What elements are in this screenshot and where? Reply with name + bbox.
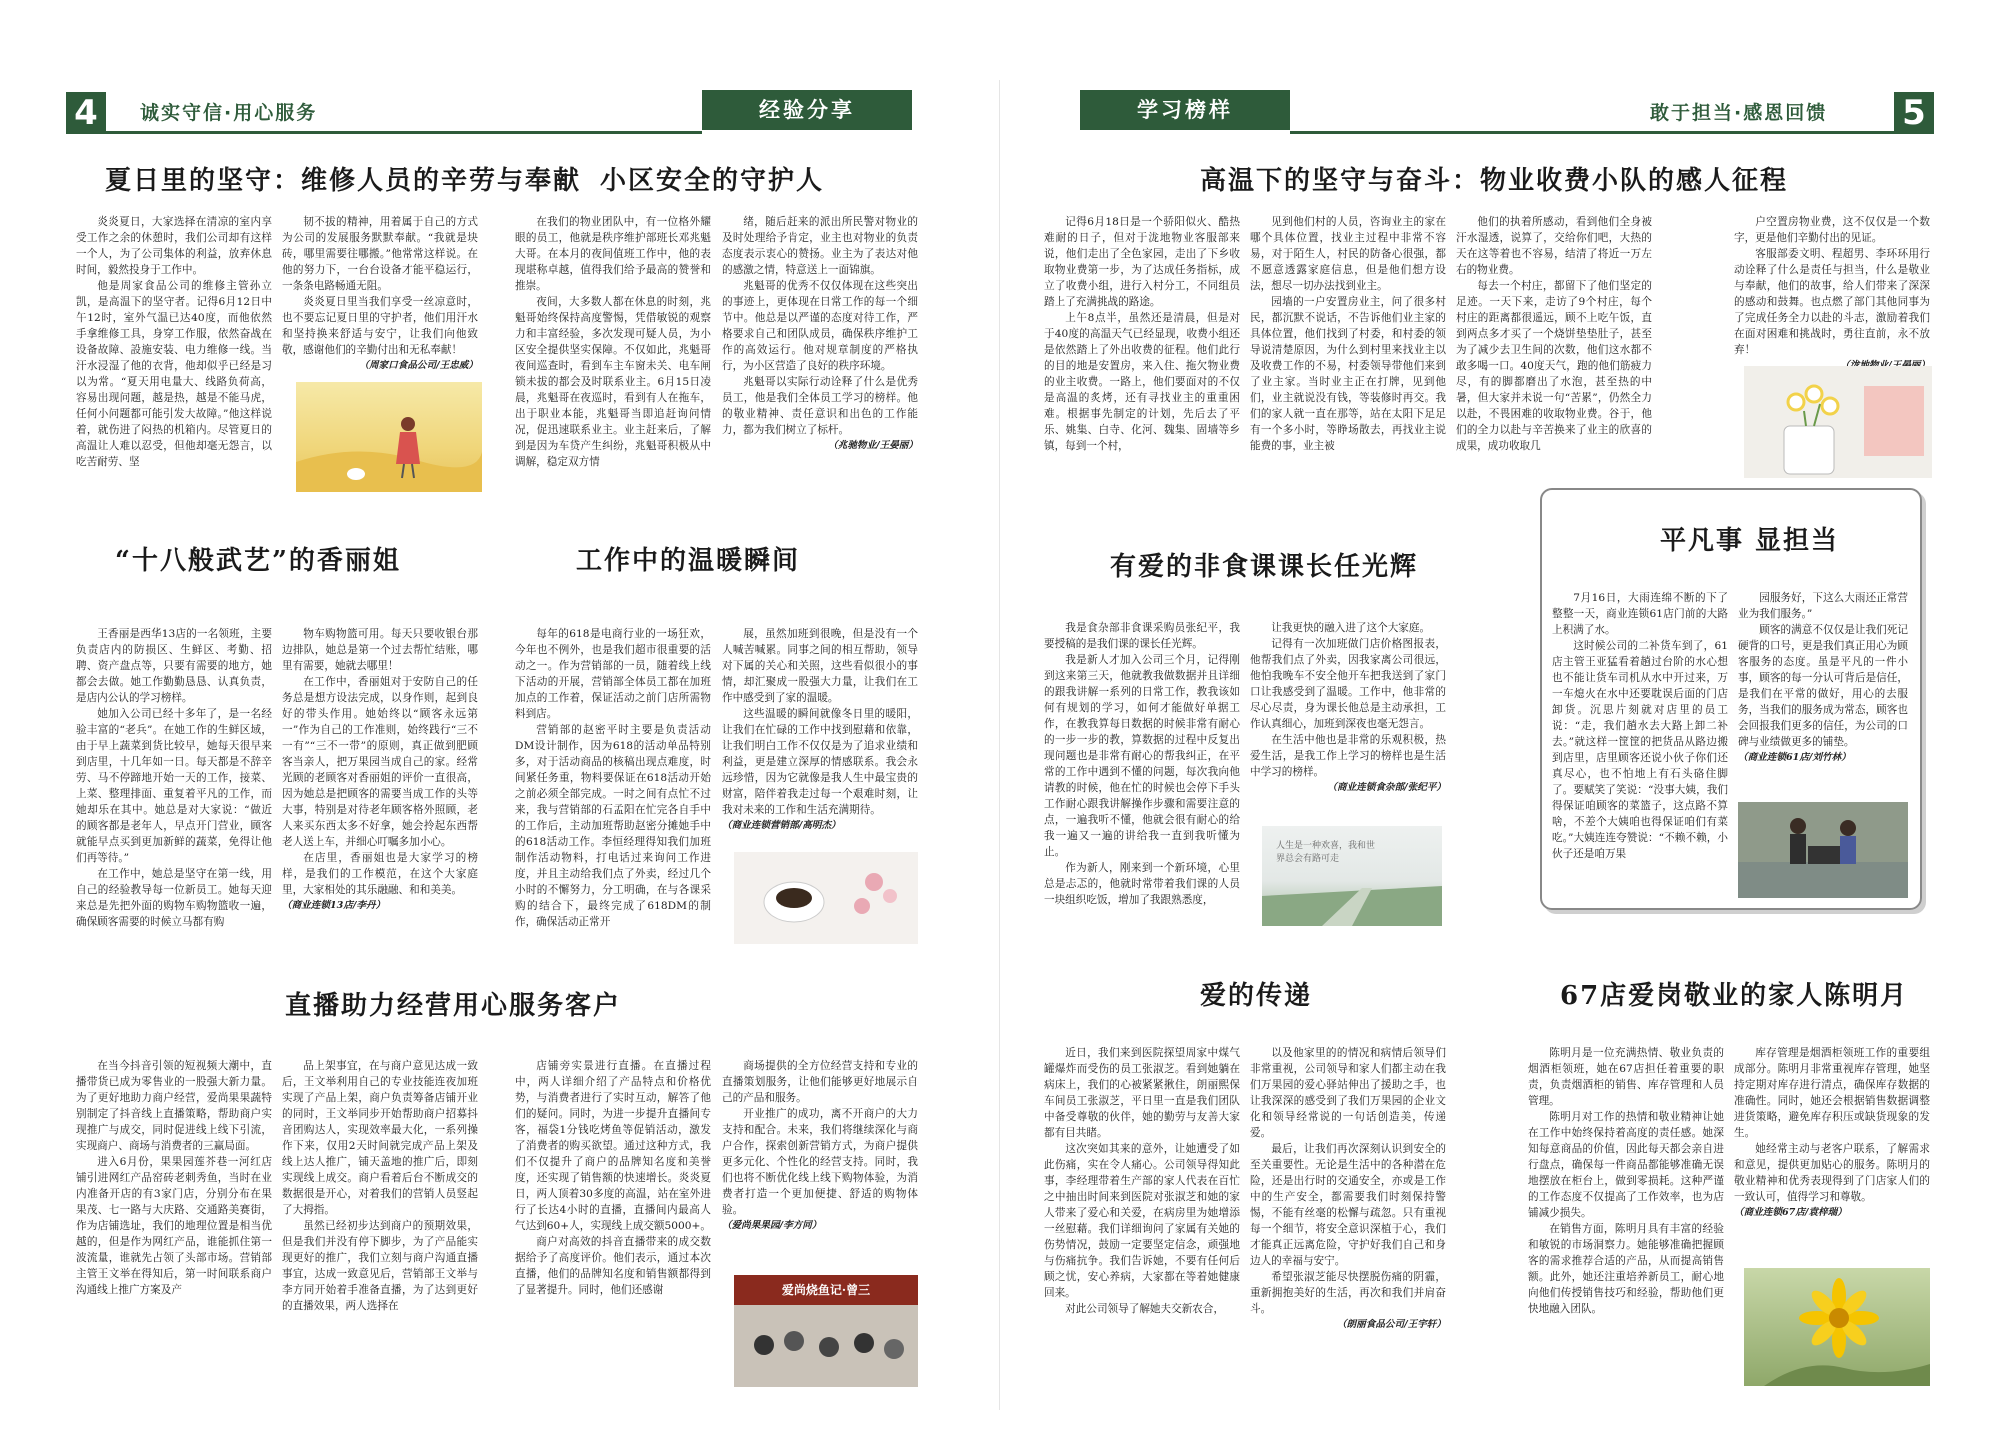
article-title: 高温下的坚守与奋斗：物业收费小队的感人征程 bbox=[1200, 166, 1789, 196]
article-column: 店铺旁实景进行直播。在直播过程中，两人详细介绍了产品特点和价格优势，与消费者进行了实时互动，解答了他们的疑问。同时，为进一步提升直播间专客，福袋1分钱吃烤鱼等促销活动，激发了消费者的购买欲望。通过这种方式，我们不仅提升了商户的品牌知名度和美誉度，还实现了销售额的快速增长。炎炎夏日，两人顶着30多度的高温，站在室外进行了长达4小时的直播，直播间内最高人气达到60+人，实现线上成交额5000+。 商户对高效的抖音直播带来的成交数据给予了高度评价。他们表示，通过本次直播，他们的品牌知名度和销售额都得到了显著提升。同时，他们还感谢 bbox=[515, 1060, 711, 1296]
article-column: 见到他们村的人员，咨询业主的家在哪个具体位置，找业主过程中非常不容易，对于陌生人，村民的防备心很强，都不愿意透露家庭信息，但是他们想方设法，想尽一切办法找到业主。 园墙的一户安置房业主，问了很多村民，都沉默不说话，不告诉他们业主家的具体位置，他们找到了村委，和村委的领导说清楚原因，为什么到村里来找业主以及收费工作的不易，村委领导带他们来到了业主家。当时业主正在打牌，见到他们，业主就说没有钱，等装修时再交。我们的家人就一直在那等，站在太阳下足足有一个多小时，等睁场散去，再找业主说能费的事，业主被 bbox=[1250, 216, 1446, 452]
page-number: 5 bbox=[1894, 92, 1934, 134]
article-column: 让我更快的融入进了这个大家庭。 记得有一次加班做门店价格图报表，他帮我们点了外卖，因我家离公司很远，他怕我晚车不安全他开车把我送到了家门口让我感受到了温暖。工作中，他非常的尽心尽责，身为课长他总是主动承担，工作认真细心，加班到深夜也毫无怨言。 在生活中他也是非常的乐观积极，热爱生活，是我工作上学习的榜样也是生活中学习的榜样。 （商业连锁食杂部/张纪平） bbox=[1250, 620, 1446, 820]
section-tag: 经验分享 bbox=[702, 90, 912, 130]
header-rule bbox=[1290, 131, 1894, 134]
article-title: 夏日里的坚守：维修人员的辛劳与奉献 bbox=[105, 166, 582, 196]
article-column: 户空置房物业费，这不仅仅是一个数字，更是他们辛勤付出的见证。 客服部委文明、程超男、李环环用行动诠释了什么是责任与担当，什么是敬业与奉献，他们的故事，给人们带来了深深的感动和鼓舞。也点燃了部门其他同事为了完成任务全力以赴的斗志，激励着我们在面对困难和挑战时，勇往直前，永不放弃！ bbox=[1734, 214, 1930, 364]
page-number: 4 bbox=[66, 92, 106, 134]
signature: （朗丽食品公司/王宇轩） bbox=[1336, 1319, 1446, 1330]
shop-sign: 爱尚烧鱼记·曾三 bbox=[781, 1283, 871, 1297]
signature: （爱尚果果园/李方同） bbox=[722, 1220, 822, 1231]
article-column: 我是食杂部非食课采购员张纪平，我要授稿的是我们课的课长任光辉。 我是新人才加入公司三个月，记得刚到这来第三天，他就教我做数据并且详细的跟我讲解一系列的日常工作，教我该如何有规划的学习，如何才能做好单据工作，在教我算每日数据的时候非常有耐心的一步一步的教，算数据的过程中反复出现问题也是非常有耐心的帮我纠正，在平常的工作中遇到不懂的问题，每次我向他请教的时候，他在忙的时候也会停下手头工作耐心跟我讲解操作步骤和需要注意的点，一遍我听不懂，他就会很有耐心的给我一遍又一遍的讲给我一直到我听懂为止。 作为新人，刚来到一个新环境，心里总是忐忑的，他就时常带着我们课的人员一块组织吃饭，增加了我跟熟悉度， bbox=[1044, 622, 1240, 906]
signature: （商业连锁食杂部/张纪平） bbox=[1327, 782, 1446, 793]
article-title: 工作中的温暖瞬间 bbox=[576, 546, 801, 576]
article-title: 爱的传递 bbox=[1200, 981, 1313, 1011]
photo-caption: 人生是一种欢喜，我和世界总会有路可走 bbox=[1276, 841, 1376, 864]
signature: （周家口食品公司/王忠威） bbox=[359, 360, 478, 371]
article-title: “十八般武艺”的香丽姐 bbox=[115, 546, 401, 576]
article-column: 炎炎夏日，大家选择在清凉的室内享受工作之余的休憩时，我们公司却有这样一个人，为了公司集体的利益，放弃休息时间，毅然投身于工作中。 他是周家食品公司的维修主管孙立凯，是高温下的坚守者。记得6月12日中午12时，室外气温已达40度，而他依然手拿维修工具，身穿工作服，依然奋战在设备故障、設施安装、电力维修一线。当汗水浸湿了他的衣背，他却似乎已经是习以为常。“夏天用电量大、线路负荷高，容易出现问题，越是热，越是不能马虎，任何小问题都可能引发大故障。”他这样说着，就伤进了闷热的机箱内。尽管夏日的高温让人难以忍受，但他却毫无怨言，以吃苦耐劳、坚 bbox=[76, 216, 272, 468]
article-column: 以及他家里的的情况和病情后领导们非常重视，公司领导和家人们都主动在我们万果园的爱心驿站伸出了援助之手，也让我深深的感受到了我们万果园的企业文化和领导经常说的一句话创造美，传递爱。 最后，让我们再次深刻认识到安全的至关重要性。无论是生活中的各种潜在危险，还是出行时的交通安全，亦或是工作中的生产安全，都需要我们时刻保持警惕，不能有丝毫的松懈与疏忽。只有重视每一个细节，将安全意识深植于心，我们才能真正远离危险，守护好我们自己和身边人的幸福与安宁。 希望张淑芝能尽快摆脱伤痛的阴霾，重新拥抱美好的生活，再次和我们并肩奋斗。 （朗丽食品公司/王宇轩） bbox=[1250, 1045, 1446, 1385]
article-column: 记得6月18日是一个骄阳似火、酷热难耐的日子，但对于泷地物业客服部来说，他们走出了全色家园，走出了下乡收取物业费第一步，为了达成任务指标，成立了收费小组，进行入村分工，不同组员踏上了充满挑战的路途。 上午8点半，虽然还是清晨，但是对于40度的高温天气已经显现，收费小组还是依然踏上了外出收费的征程。他们此行的目的地是安置房，来入住、拖欠物业费的业主收费。一路上，他们要面对的不仅是高温的炙烤，还有寻找业主的重重困难。根据事先制定的计划，先后去了平乐、姚集、白寺、化河、魏集、固墙等乡镇，每到一个村， bbox=[1044, 216, 1240, 452]
daisy-mug-photo bbox=[1744, 366, 1932, 478]
article-column: 商场提供的全方位经营支持和专业的直播策划服务，让他们能够更好地展示自己的产品和服务。 开业推广的成功，离不开商户的大力支持和配合。未来，我们将继续深化与商户合作，探索创新营销方式，为商户提供更多元化、个性化的经营支持。同时，我们也将不断优化线上线下购物体验，为消费者打造一个更加便捷、舒适的购物体验。 （爱尚果果园/李方同） bbox=[722, 1058, 918, 1263]
article-column: 韧不拔的精神，用着属于自己的方式为公司的发展服务默默奉献。“我就是块砖，哪里需要往哪搬。”他常常这样说。在他的努力下，一台台设备才能平稳运行，一条条电路畅通无阻。 炎炎夏日里当我们享受一丝凉意时，也不要忘记夏日里的守护者，他们用汗水和坚持换来舒适与安宁，让我们向他致敬，感谢他们的辛勤付出和无私奉献！ （周家口食品公司/王忠威） bbox=[282, 214, 478, 384]
article-column: 绪，随后赶来的派出所民警对物业的及时处理给予肯定，业主也对物业的负责态度表示衷心的赞扬。业主为了表达对他的感激之情，特意送上一面锦旗。 兆魁哥的优秀不仅仅体现在这些突出的事迹上，更体现在日常工作的每一个细节中。他总是以严谨的态度对待工作，严格要求自己和团队成员，确保秩序维护工作的高效运行。他对规章制度的严格执行，为小区营造了良好的秩序环境。 兆魁哥以实际行动诠释了什么是优秀员工，他是我们全体员工学习的榜样。他的敬业精神、责任意识和出色的工作能力，都为我们树立了标杆。 （兆驰物业/王晏丽） bbox=[722, 214, 918, 494]
flood-delivery-photo bbox=[1738, 802, 1908, 898]
article-column: 在当今抖音引领的短视频大潮中，直播带货已成为零售业的一股强大新力量。为了更好地助力商户经营，爱尚果果蔬特别制定了抖音线上直播策略，帮助商户实现推广与成交，同时促进线上线下引流，实现商户、商场与消费者的三赢局面。 进入6月份，果果园莲芥巷一河红店铺引进网红产品窑砖老刺秀鱼，当时在业内准备开店的有3家门店，分别分布在果果茂、七一路与大庆路、交通路美赛街，作为店铺选址，我们的地理位置是相当优越的，但是作为网红产品，谁能抓住第一波流量，谁就先占领了头部市场。营销部主管王文举在得知后，第一时间联系商户沟通线上推广方案及产 bbox=[76, 1060, 272, 1296]
signature: （兆驰物业/王晏丽） bbox=[828, 440, 918, 451]
signature: （商业连锁61店/刘竹林） bbox=[1738, 752, 1851, 763]
yellow-flower-photo bbox=[1744, 1268, 1930, 1386]
page-5 bbox=[1000, 0, 2000, 1445]
article-column: 物车购物篮可用。每天只要收银台那边排队，她总是第一个过去帮忙结账，哪里有需要，她就去哪里！ 在工作中，香丽姐对于安防自己的任务总是想方设法完成，以身作则，起到良好的带头作用。她始终以“顾客永远第一”作为自己的工作准则，始终践行“三不一有”“三不一带”的原则，真正做到肥顾客当亲人，把万果园当成自己的家。经常光顾的老顾客对香丽姐的评价一直很高，因为她总是把顾客的需要当成工作的头等大事，特别是对待老年顾客格外照顾，老人来买东西太多不好拿，她会拎起东西帮老人送上车，并细心叮嘱多加小心。 在店里，香丽姐也是大家学习的榜样，是我们的工作模范，在这个大家庭里，大家相处的其乐融融、和和美美。 （商业连锁13店/李丹） bbox=[282, 626, 478, 946]
article-title: 直播助力经营用心服务客户 bbox=[285, 991, 622, 1021]
signature: （商业连锁13店/李丹） bbox=[282, 900, 386, 911]
article-title: 平凡事 显担当 bbox=[1660, 526, 1840, 556]
article-column: 7月16日，大雨连绵不断的下了整整一天，商业连锁61店门前的大路上积满了水。 这时候公司的二补货车到了，61店主管王亚猛看着趟过台阶的水心想也不能让货车司机从水中开过来，万一车熄火在水中还要耽误后面的门店卸货。沉思片刻就对店里的员工说：“走，我们趟水去大路上卸二补去。”就这样一筐筐的把货品从路边搬到店里，店里顾客还说小伙子你们还真尽心，也不怕地上有石头硌住脚了。要赋笑了笑说：“没事大姨，我们得保证咱顾客的菜篮子，这点路不算啥，不差个大姨咱也得保证咱们有菜吃。”大姨连连夸赞说：“不赖不赖，小伙子还是咱万果 bbox=[1552, 592, 1728, 860]
summer-illustration bbox=[296, 382, 482, 492]
article-column: 库存管理是烟酒柜领班工作的重要组成部分。陈明月非常重视库存管理，她坚持定期对库存进行清点，确保库存数据的准确性。同时，她还会根据销售数据调整进货策略，避免库存积压或缺货现象的发生。 她经常主动与老客户联系，了解需求和意见，提供更加贴心的服务。陈明月的敬业精神和优秀表现得到了门店家人们的一致认可，值得学习和尊敬。 （商业连锁67店/袁梓瑞） bbox=[1734, 1045, 1930, 1255]
header-slogan: 诚实守信·用心服务 bbox=[140, 102, 318, 124]
section-tag: 学习榜样 bbox=[1080, 90, 1290, 130]
article-column: 他们的执着所感动，看到他们全身被汗水湿透，说算了，交给你们吧，大热的天在这等着也不容易，结清了将近一万左右的物业费。 每去一个村庄，都留下了他们坚定的足迹。一天下来，走访了9个村庄，每个村庄的距离都很遥远，顾不上吃午饭，直到两点多才买了一个烧饼垫垫肚子，甚至为了减少去卫生间的次数，他们这水都不敢多喝一口。40度天气，跑的他们筋疲力尽，有的脚都磨出了水泡，甚至热的中暑，但大家并未说一句“苦累”，仍然全力以赴，不畏困难的收取物业费。谷于，他们的全力以赴与辛苦换来了业主的欣喜的成果，成功收取几 bbox=[1456, 216, 1652, 452]
article-column: 王香丽是西华13店的一名领班，主要负责店内的防损区、生鲜区、考勤、招聘、资产盘点等，只要有需要的地方，她都会去做。她工作勤勤恳恳、认真负责，是店内公认的学习榜样。 她加入公司已经十多年了，是一名经验丰富的“老兵”。在她工作的生鲜区域，由于早上蔬菜到货比较早，她每天很早来到店里，十几年如一日。每天都是不辞辛劳、马不停蹄地开始一天的工作，接菜、上菜、整理排面、重复着平凡的工作，而她却乐在其中。她总是对大家说：“做近的顾客都是老年人，早点开门营业，顾客就能早点买到更加新鲜的蔬菜，免得让他们再等待。” 在工作中，她总是坚守在第一线，用自己的经验教导每一位新员工。她每天迎来总是先把外面的购物车购物篮收一遍，确保顾客需要的时候立马都有购 bbox=[76, 628, 272, 928]
article-column: 在我们的物业团队中，有一位格外耀眼的员工，他就是秩序维护部班长邓兆魁大哥。在本月的夜间值班工作中，他的表现堪称卓越，值得我们给予最高的赞誉和推崇。 夜间，大多数人都在休息的时刻，兆魁哥始终保持高度警惕，凭借敏锐的观察力和丰富经验，多次发现可疑人员，为小区安全提供坚实保障。不仅如此，兆魁哥夜间巡查时，看到车主车窗未关、电车闸锁未拔的都会及时联系业主。6月15日凌晨，兆魁哥在夜巡时，看到有人在拖车，出于职业本能，兆魁哥当即追赶询问情况，促迅速联系业主。业主赶来后，了解到是因为车贷产生纠纷，兆魁哥积极从中调解，稳定双方情 bbox=[515, 216, 711, 468]
article-column: 园服务好，下这么大雨还正常营业为我们服务。” 顾客的满意不仅仅是让我们死记硬背的口号，更是我们真正用心为顾客服务的态度。虽是平凡的一件小事，顾客的每一分认可背后是信任，是我们在平常的做好，用心的去服务，当我们的服务成为常态，顾客也会回报我们更多的信任，为公司的口碑与业绩做更多的铺垫。 （商业连锁61店/刘竹林） bbox=[1738, 590, 1908, 800]
article-column: 品上架事宜，在与商户意见达成一致后，王文举利用自己的专业技能连夜加班实现了产品上架，商户负责筹备店铺开业的同时，王文举同步开始帮助商户招募抖音团购达人，实现效率最大化，一系列操作下来，仅用2天时间就完成产品上架及线上达人推广，铺天盖地的推广后，即刻实现线上成交。商户看着后台不断成交的数据很是开心，对着我们的营销人员竖起了大拇指。 虽然已经初步达到商户的预期效果，但是我们并没有停下脚步，为了产品能实现更好的推广，我们立刻与商户沟通直播事宜，达成一致意见后，营销部王文举与李方同开始着手准备直播，为了达到更好的直播效果，两人选择在 bbox=[282, 1060, 478, 1312]
article-column: 近日，我们来到医院探望周家中煤气罐爆炸而受伤的员工张淑芝。看到她躺在病床上，我们的心被紧紧揪住，朗丽熙保车间员工张淑芝，平日里一直是我们团队中备受尊敬的伙伴，她的勤劳与友善大家都有目共睹。 这次突如其来的意外，让她遭受了如此伤痛，实在令人痛心。公司领导得知此事，李经理带着生产部的家人代表在百忙之中抽出时间来到医院对张淑芝和她的家人带来了爱心和关爱，在病房里为她增添一丝慰藉。我们详细询问了家属有关她的伤势情况，鼓励一定要坚定信念，顽强地与伤痛抗争。我们告诉她，不要有任何后顾之忧，安心养病，大家都在等着她健康回来。 对此公司领导了解她夫交新农合， bbox=[1044, 1047, 1240, 1315]
article-title: 小区安全的守护人 bbox=[600, 166, 825, 196]
article-title: 67店爱岗敬业的家人陈明月 bbox=[1560, 981, 1909, 1011]
signature: （商业连锁67店/袁梓瑞） bbox=[1734, 1207, 1847, 1218]
article-title: 有爱的非食课课长任光辉 bbox=[1110, 552, 1419, 582]
livestream-store-photo bbox=[734, 1275, 918, 1387]
header-slogan: 敢于担当·感恩回馈 bbox=[1650, 102, 1828, 124]
header-rule bbox=[106, 131, 702, 134]
landscape-photo bbox=[1262, 826, 1442, 926]
article-column: 每年的618是电商行业的一场狂欢，今年也不例外，也是我们超市很重要的活动之一。作为营销部的一员，随着线上线下活动的开展，营销部全体员工都在加班加点的工作着，保证活动之前门店所需物料到店。 营销部的赵密平时主要是负责活动DM设计制作，因为618的活动单品特别多，对于活动商品的核稿出现点难度，时间紧任务重，物料要保证在618活动开始之前必须全部完成。一时之间有点忙不过来，我与营销部的石孟阳在忙完各自手中的工作后，主动加班帮助赵密分摊她手中的618活动工作。李恒经理得知我们加班制作活动物料，打电话过来询问工作进度，并且主动给我们点了外卖，经过几个小时的不懈努力，分工明确，在与各课采购的结合下，最终完成了618DM的制作，确保活动正常开 bbox=[515, 628, 711, 928]
article-column: 陈明月是一位充满热情、敬业负责的烟酒柜领班，她在67店担任着重要的职责，负责烟酒柜的销售、库存管理和人员管理。 陈明月对工作的热情和敬业精神让她在工作中始终保持着高度的责任感。她深知每意商品的价值，因此每天都会亲自进行盘点，确保每一件商品都能够准确无误地摆放在柜台上，做到零损耗。这种严谨的工作态度不仅提高了工作效率，也为店铺减少损失。 在销售方面，陈明月具有丰富的经验和敏锐的市场洞察力。她能够准确把握顾客的需求推荐合适的产品，从而提高销售额。此外，她还注重培养新员工，耐心地向他们传授销售技巧和经验，帮助他们更快地融入团队。 bbox=[1528, 1047, 1724, 1315]
article-column: 展，虽然加班到很晚，但是没有一个人喊苦喊累。同事之间的相互帮助，领导对下属的关心和关照，这些看似很小的事情，却汇聚成一股强大力量，让我们在工作中感受到了家的温暖。 这些温暖的瞬间就像冬日里的暖阳，让我们在忙碌的工作中找到慰藉和依靠，让我们明白工作不仅仅是为了追求业绩和利益，更是建立深厚的情感联系。我会永远珍惜，因为它就像是我人生中最宝贵的财富，陪伴着我走过每一个艰难时刻，让我对未来的工作和生活充满期待。 （商业连锁营销部/高明杰） bbox=[722, 626, 918, 841]
coffee-cup-photo bbox=[734, 852, 918, 944]
signature: （商业连锁营销部/高明杰） bbox=[722, 820, 841, 831]
page-gutter bbox=[999, 80, 1000, 1410]
